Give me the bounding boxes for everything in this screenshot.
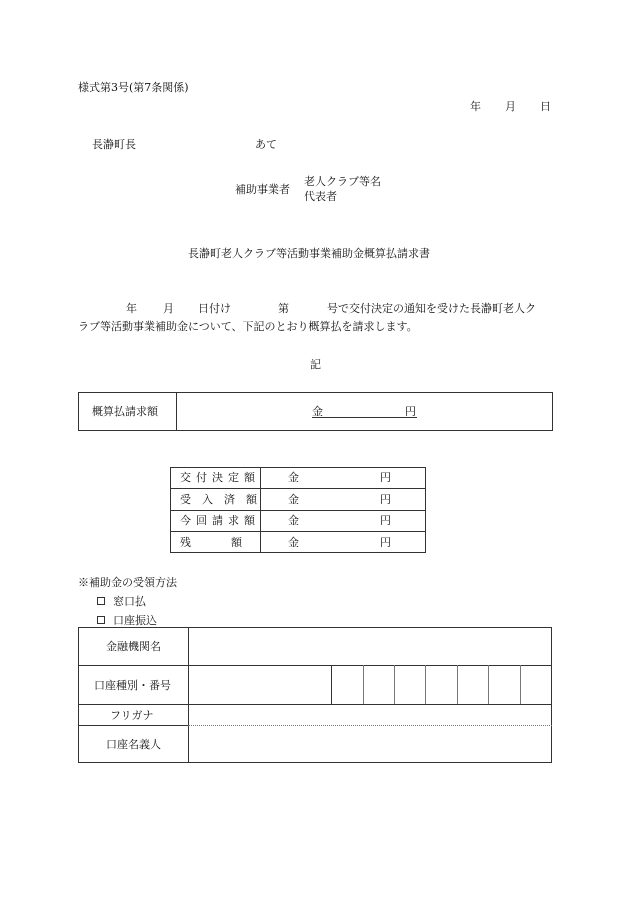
account-type-field[interactable]: [190, 667, 329, 702]
summary-row-prefix: 金: [288, 493, 299, 506]
date-month-label: 月: [505, 100, 516, 113]
addressee-suffix: あて: [255, 138, 277, 151]
document-title: 長瀞町老人クラブ等活動事業補助金概算払請求書: [188, 247, 430, 260]
summary-row-label: 交付決定額: [180, 471, 260, 484]
option-window-payment-label: 窓口払: [113, 595, 146, 608]
body-line1-rest: 号で交付決定の通知を受けた長瀞町老人ク: [327, 302, 536, 315]
summary-row-suffix: 円: [380, 471, 391, 484]
account-holder-field[interactable]: [190, 727, 550, 761]
claim-amount-field[interactable]: [312, 405, 417, 418]
ki-label: 記: [310, 358, 321, 371]
account-number-field[interactable]: [333, 667, 550, 702]
body-no-prefix: 第: [278, 302, 289, 315]
receipt-heading: ※補助金の受領方法: [78, 576, 177, 589]
furigana-field[interactable]: [190, 706, 550, 724]
summary-row-label: 受入済額: [180, 493, 268, 506]
summary-row-suffix: 円: [380, 493, 391, 506]
addressee-name: 長瀞町長: [92, 138, 136, 151]
applicant-label: 補助事業者: [235, 183, 290, 196]
summary-row-suffix: 円: [380, 514, 391, 527]
checkbox-bank-transfer[interactable]: [97, 616, 105, 624]
summary-row-prefix: 金: [288, 536, 299, 549]
date-year-label: 年: [470, 100, 481, 113]
summary-row-label: 残額: [180, 536, 282, 549]
claim-yen-prefix: 金: [312, 405, 323, 418]
claim-yen-suffix: 円: [405, 405, 416, 418]
date-day-label: 日: [540, 100, 551, 113]
checkbox-window-payment[interactable]: [97, 597, 105, 605]
body-line2: ラブ等活動事業補助金について、下記のとおり概算払を請求します。: [78, 320, 418, 333]
body-day-of: 日付け: [198, 302, 231, 315]
form-number: 様式第3号(第7条関係): [78, 81, 189, 94]
summary-row-label: 今回請求額: [180, 514, 260, 527]
summary-row-prefix: 金: [288, 471, 299, 484]
body-year: 年: [126, 302, 137, 315]
account-holder-label: 口座名義人: [106, 738, 161, 751]
furigana-label: フリガナ: [110, 709, 154, 722]
applicant-org-label: 老人クラブ等名: [304, 175, 381, 188]
claim-amount-label: 概算払請求額: [92, 405, 158, 418]
body-month: 月: [163, 302, 174, 315]
bank-name-label: 金融機関名: [106, 640, 161, 653]
applicant-rep-label: 代表者: [304, 190, 337, 203]
summary-row-prefix: 金: [288, 514, 299, 527]
bank-name-field[interactable]: [190, 629, 550, 663]
option-bank-transfer-label: 口座振込: [113, 614, 157, 627]
account-type-label: 口座種別・番号: [94, 679, 171, 692]
summary-row-suffix: 円: [380, 536, 391, 549]
